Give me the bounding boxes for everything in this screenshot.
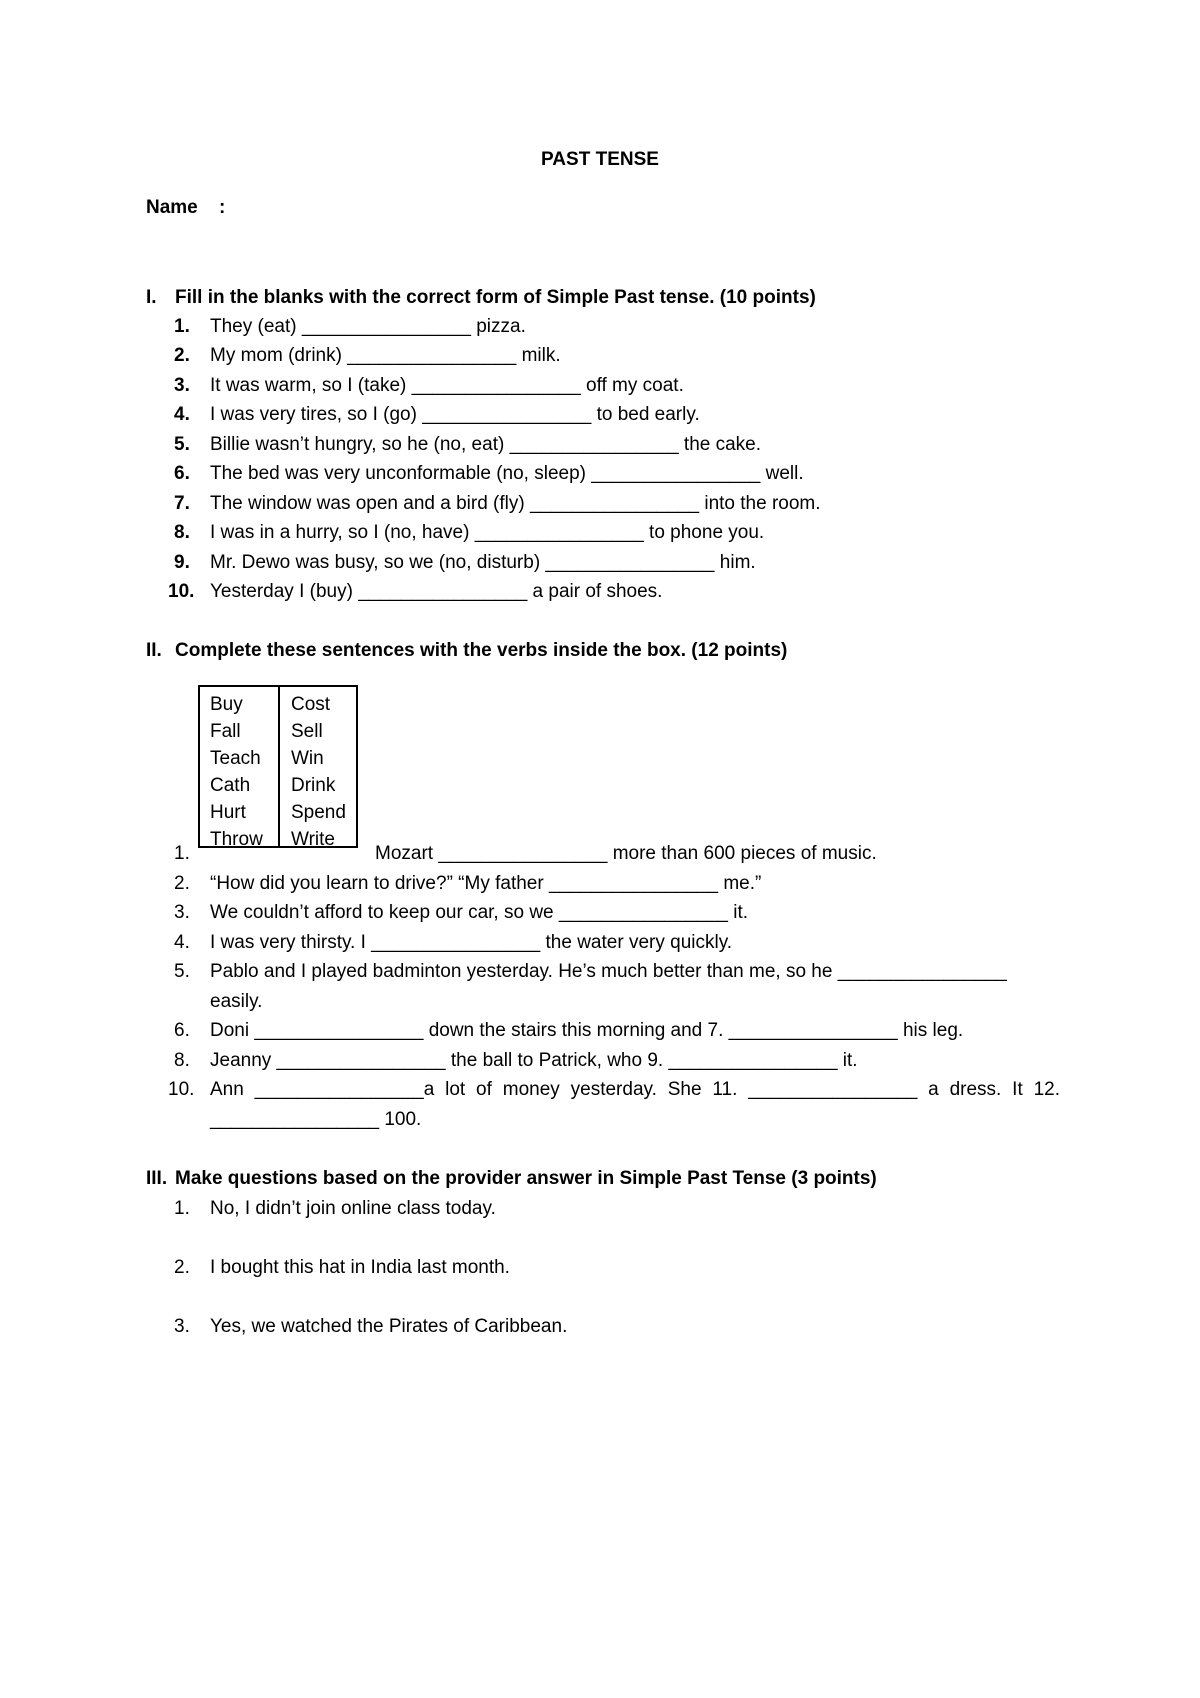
list-item-number: 3. (174, 1316, 190, 1337)
verb-word: Win (291, 748, 324, 769)
section-2-heading: Complete these sentences with the verbs inside the box. (12 points) (175, 640, 788, 661)
list-item-number: 8. (174, 522, 190, 543)
verb-word: Fall (210, 721, 241, 742)
verb-word: Teach (210, 748, 261, 769)
list-item-number: 3. (174, 375, 190, 396)
list-item-number: 3. (174, 902, 190, 923)
verb-box (198, 685, 358, 848)
list-item-text: Yes, we watched the Pirates of Caribbean. (210, 1316, 568, 1337)
section-3-roman: III. (146, 1168, 168, 1189)
name-label: Name (146, 197, 198, 218)
list-item-number: 5. (174, 434, 190, 455)
list-item-text: “How did you learn to drive?” “My father ________________ me.” (210, 873, 762, 894)
verb-column-left (210, 691, 263, 853)
page-title: PAST TENSE (541, 149, 659, 170)
list-item-text: Jeanny ________________ the ball to Patrick, who 9. ________________ it. (210, 1050, 858, 1071)
list-item-number: 4. (174, 404, 190, 425)
verb-word: Spend (291, 802, 346, 823)
verb-word: Cath (210, 775, 251, 796)
verb-word: Buy (210, 694, 243, 715)
list-item-number: 1. (174, 843, 190, 864)
list-item-text: The bed was very unconformable (no, sleep) ________________ well. (210, 463, 804, 484)
list-item-continuation: easily. (210, 991, 263, 1012)
list-item-text: We couldn’t afford to keep our car, so we ________________ it. (210, 902, 749, 923)
list-item-number: 6. (174, 463, 190, 484)
list-item-number: 10. (168, 1079, 195, 1100)
section-3-heading: Make questions based on the provider answer in Simple Past Tense (3 points) (175, 1168, 877, 1189)
verb-word: Drink (291, 775, 336, 796)
section-1-roman: I. (146, 287, 157, 308)
list-item-text: Mr. Dewo was busy, so we (no, disturb) ________________ him. (210, 552, 756, 573)
list-item-number: 10. (168, 581, 195, 602)
verb-box-divider (278, 687, 280, 846)
list-item-text: The window was open and a bird (fly) ________________ into the room. (210, 493, 821, 514)
list-item-number: 7. (174, 493, 190, 514)
list-item-text: Doni ________________ down the stairs this morning and 7. ________________ his leg. (210, 1020, 964, 1041)
list-item-text: Mozart ________________ more than 600 pieces of music. (375, 843, 877, 864)
list-item-number: 1. (174, 316, 190, 337)
list-item-text: Ann ________________a lot of money yesterday. She 11. ________________ a dress. It 12. (210, 1079, 1060, 1100)
list-item-number: 4. (174, 932, 190, 953)
section-2-roman: II. (146, 640, 162, 661)
list-item-text: They (eat) ________________ pizza. (210, 316, 526, 337)
list-item-number: 9. (174, 552, 190, 573)
verb-column-right (291, 691, 346, 853)
list-item-continuation: ________________ 100. (210, 1109, 422, 1130)
list-item-number: 2. (174, 873, 190, 894)
verb-word: Write (291, 829, 335, 850)
list-item-number: 1. (174, 1198, 190, 1219)
list-item-text: It was warm, so I (take) ________________ off my coat. (210, 375, 684, 396)
verb-word: Throw (210, 829, 263, 850)
list-item-number: 6. (174, 1020, 190, 1041)
list-item-text: I was very thirsty. I ________________ the water very quickly. (210, 932, 733, 953)
list-item-text: I was very tires, so I (go) ________________ to bed early. (210, 404, 700, 425)
list-item-text: I was in a hurry, so I (no, have) ________________ to phone you. (210, 522, 765, 543)
name-colon: : (219, 197, 226, 218)
verb-word: Cost (291, 694, 331, 715)
list-item-text: I bought this hat in India last month. (210, 1257, 510, 1278)
list-item-text: My mom (drink) ________________ milk. (210, 345, 561, 366)
verb-word: Sell (291, 721, 323, 742)
list-item-number: 5. (174, 961, 190, 982)
list-item-text: No, I didn’t join online class today. (210, 1198, 496, 1219)
list-item-text: Pablo and I played badminton yesterday. He’s much better than me, so he ________________ (210, 961, 1007, 982)
list-item-number: 8. (174, 1050, 190, 1071)
list-item-text: Yesterday I (buy) ________________ a pair of shoes. (210, 581, 663, 602)
verb-word: Hurt (210, 802, 246, 823)
list-item-number: 2. (174, 1257, 190, 1278)
list-item-text: Billie wasn’t hungry, so he (no, eat) ________________ the cake. (210, 434, 762, 455)
section-1-heading: Fill in the blanks with the correct form of Simple Past tense. (10 points) (175, 287, 816, 308)
list-item-number: 2. (174, 345, 190, 366)
